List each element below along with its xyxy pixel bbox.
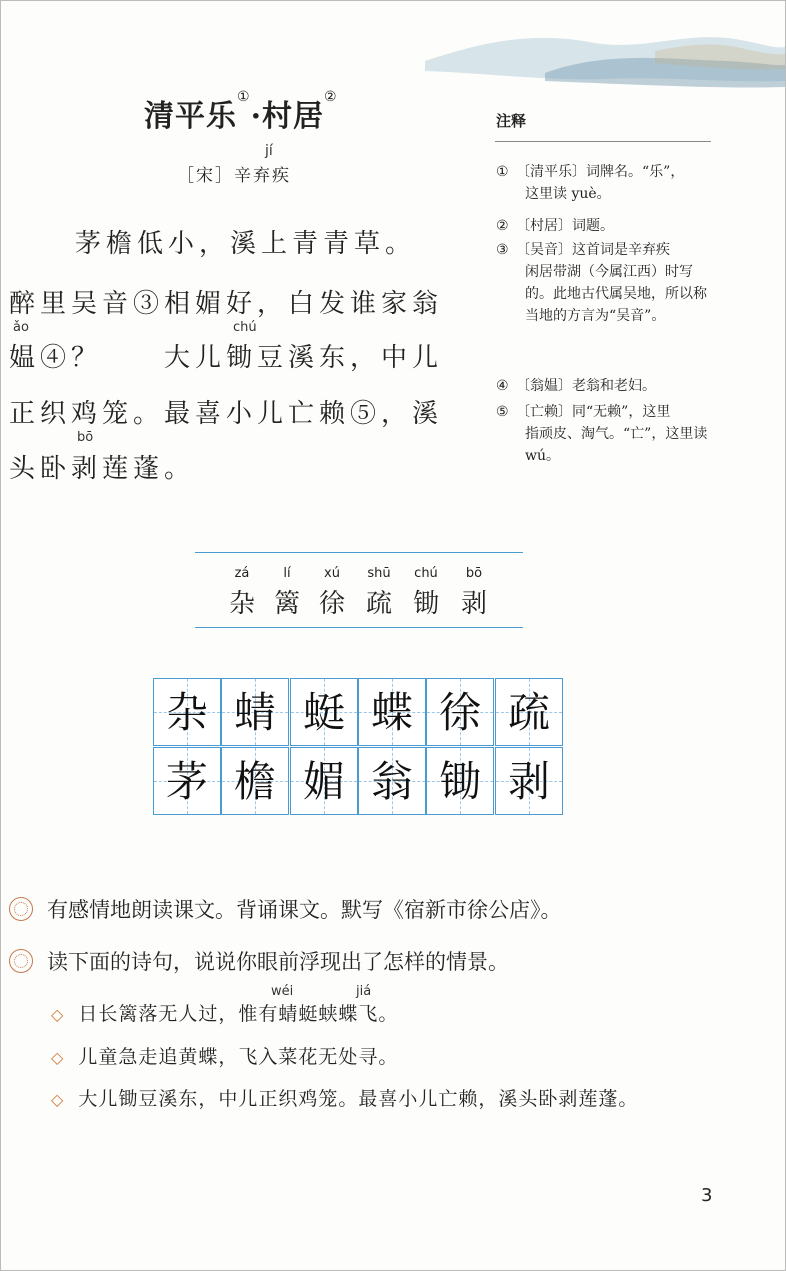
vocab-char: 篱 [273,589,300,619]
grid-cell [495,678,563,746]
verse-text: 儿童急走追黄蝶，飞入菜花无处寻。 [78,1046,399,1068]
grid-cell [153,678,221,746]
grid-cell [153,747,221,815]
verse-item-2 [51,1042,398,1069]
vocab-char: 徐 [318,589,345,619]
spiral-bullet-icon [9,897,33,921]
grid-char: 茅 [165,757,208,806]
note-text: 〔翁媪〕老翁和老妇。 [516,378,656,394]
page-number: 3 [701,1185,713,1206]
grid-char: 疏 [507,688,550,737]
note-item [496,215,716,237]
note-text: 〔亡赖〕同“无赖”，这里 [516,404,671,420]
poem-subtitle: 村居 [262,99,325,134]
vocab-char: 杂 [228,589,255,619]
grid-cell [221,678,289,746]
diamond-bullet-icon: ◇ [51,1048,65,1067]
vocab-pinyin: zá [234,566,250,581]
poem-line-2: 醉里吴音③相媚好，白发谁家翁 [9,289,444,319]
note-text: 〔村居〕词题。 [516,218,614,234]
note-text-cont: 闲居带湖（今属江西）时写的。此地古代属吴地，所以称当地的方言为“吴音”。 [525,264,707,324]
note-number: ⑤ [496,404,509,420]
subtitle-note-mark: ② [324,89,338,105]
vocab-pinyin: bō [465,566,483,581]
vocab-pinyin: chú [414,566,438,581]
grid-char: 徐 [438,688,481,737]
note-text: 〔吴音〕这首词是辛弃疾 [516,242,670,258]
grid-char: 蝶 [370,688,413,737]
grid-cell [426,747,494,815]
verse-text: 日长篱落无人过，惟有蜻蜓蛱蝶飞。 [78,1003,399,1025]
grid-char: 翁 [370,757,413,806]
exercise-task-1 [9,894,562,924]
poem-line-3: 媪④？ 大儿锄豆溪东，中儿 [9,343,444,373]
note-item [496,161,716,205]
grid-cell [221,747,289,815]
vocab-bottom-rule [195,627,523,628]
note-number: ③ [496,242,509,258]
grid-cell [290,747,358,815]
vocab-top-rule [195,552,523,553]
poem-line-4: 正织鸡笼。最喜小儿亡赖⑤，溪 [9,399,444,429]
note-text-cont: 指顽皮、淘气。“亡”，这里读 wú。 [525,426,708,464]
note-item [496,375,716,397]
grid-char: 媚 [302,757,345,806]
pinyin-chu: chú [233,320,257,335]
vocab-char: 剥 [460,589,487,619]
note-number: ① [496,164,509,180]
verse-item-3 [51,1084,638,1111]
grid-cell [290,678,358,746]
poem-author: ［宋］辛弃疾 [177,166,291,186]
task-text: 有感情地朗读课文。背诵课文。默写《宿新市徐公店》。 [47,898,562,922]
note-item [496,401,716,467]
vocab-pinyin: xú [324,566,340,581]
poem-line-5: 头卧剥莲蓬。 [9,454,196,484]
grid-char: 蜻 [233,688,276,737]
diamond-bullet-icon: ◇ [51,1090,65,1109]
grid-cell [358,678,426,746]
pinyin-wei: wéi [271,984,294,999]
exercise-task-2 [9,946,509,976]
verse-text: 大儿锄豆溪东，中儿正织鸡笼。最喜小儿亡赖，溪头卧剥莲蓬。 [78,1088,639,1110]
diamond-bullet-icon: ◇ [51,1005,65,1024]
task-text: 读下面的诗句，说说你眼前浮现出了怎样的情景。 [47,950,509,974]
note-text-cont: 这里读 yuè。 [525,186,611,202]
grid-cell [426,678,494,746]
verse-item-1 [51,999,398,1026]
grid-char: 杂 [165,688,208,737]
pinyin-bo: bō [77,430,94,445]
poem-title [144,91,338,135]
title-note-mark: ① [237,89,251,105]
pinyin-jia: jiá [356,984,372,999]
note-number: ④ [496,378,509,394]
note-item [496,239,716,327]
ink-mountain-decoration [425,21,785,91]
poem-title-text: 清平乐 [144,99,237,134]
title-separator: · [250,99,263,134]
grid-cell [495,747,563,815]
grid-char: 蜓 [302,688,345,737]
vocab-char: 疏 [365,589,392,619]
vocab-pinyin: shū [367,566,391,581]
notes-divider [495,141,711,142]
vocab-char: 锄 [412,589,439,619]
note-text: 〔清平乐〕词牌名。“乐”， [516,164,685,180]
grid-char: 锄 [438,757,481,806]
vocab-pinyin: lí [283,566,291,581]
notes-heading: 注释 [496,112,527,130]
author-pinyin: jí [265,143,273,159]
pinyin-ao: ǎo [13,320,29,335]
grid-char: 檐 [233,757,276,806]
note-number: ② [496,218,509,234]
grid-cell [358,747,426,815]
spiral-bullet-icon [9,949,33,973]
poem-line-1: 茅檐低小，溪上青青草。 [75,229,417,259]
grid-char: 剥 [507,757,550,806]
